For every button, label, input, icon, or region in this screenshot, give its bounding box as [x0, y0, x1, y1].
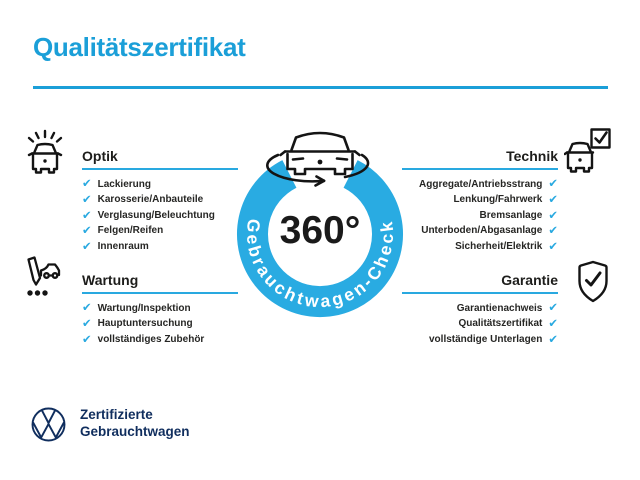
section-underline [82, 168, 238, 170]
footer-claim-line2: Gebrauchtwagen [80, 423, 190, 439]
checklist-item-label: Hauptuntersuchung [97, 318, 193, 330]
checklist-item-label: Aggregate/Antriebsstrang [419, 178, 543, 190]
shield-check-icon [574, 258, 612, 306]
section-title-optik: Optik [82, 148, 118, 164]
section-title-garantie: Garantie [501, 272, 558, 288]
section-underline [82, 292, 238, 294]
footer-claim-line1: Zertifizierte [80, 407, 153, 422]
checklist-item-label: Unterboden/Abgasanlage [421, 225, 543, 237]
check-icon: ✔ [82, 223, 92, 238]
checklist-item-label: Qualitätszertifikat [458, 318, 543, 330]
360-check-graphic [225, 118, 415, 330]
check-icon: ✔ [548, 192, 558, 207]
check-icon: ✔ [548, 331, 558, 346]
check-icon: ✔ [82, 176, 92, 191]
check-icon: ✔ [82, 331, 92, 346]
checklist-item [402, 332, 558, 348]
footer-claim [80, 407, 190, 440]
check-icon: ✔ [82, 238, 92, 253]
car-shine-icon [24, 128, 66, 176]
section-optik [82, 147, 238, 254]
check-icon: ✔ [548, 176, 558, 191]
checklist-item [82, 332, 238, 348]
check-icon: ✔ [82, 207, 92, 222]
checklist-item [402, 192, 558, 208]
section-title-technik: Technik [506, 148, 558, 164]
check-icon: ✔ [548, 207, 558, 222]
page-title: Qualitätszertifikat [33, 32, 246, 62]
checklist-item [82, 176, 238, 192]
checklist-item-label: vollständiges Zubehör [97, 333, 205, 345]
checklist-item-label: vollständige Unterlagen [429, 333, 543, 345]
section-underline [402, 168, 558, 170]
checklist-item [82, 192, 238, 208]
checklist-item [402, 208, 558, 224]
checklist-technik [402, 176, 558, 254]
checklist-optik [82, 176, 238, 254]
checklist-item [402, 316, 558, 332]
check-icon: ✔ [82, 192, 92, 207]
checklist-wartung [82, 300, 238, 347]
checklist-item-label: Verglasung/Beleuchtung [97, 209, 215, 221]
checklist-item [402, 239, 558, 255]
checklist-item-label: Bremsanlage [479, 209, 543, 221]
header-divider [33, 86, 608, 89]
section-underline [402, 292, 558, 294]
checklist-item-label: Garantienachweis [456, 302, 543, 314]
checklist-item-label: Sicherheit/Elektrik [455, 241, 543, 253]
car-checkbox-icon [564, 127, 612, 175]
section-garantie [402, 271, 558, 347]
section-wartung [82, 271, 238, 347]
checklist-item [402, 223, 558, 239]
checklist-item [82, 208, 238, 224]
checklist-item-label: Wartung/Inspektion [97, 302, 191, 314]
check-icon: ✔ [82, 316, 92, 331]
checklist-item-label: Felgen/Reifen [97, 225, 164, 237]
checklist-item [82, 316, 238, 332]
checklist-item-label: Innenraum [97, 241, 149, 253]
vw-logo [30, 406, 67, 443]
checklist-item [82, 239, 238, 255]
ring-curved-text: Gebrauchtwagen-Check [242, 217, 398, 312]
check-icon: ✔ [548, 223, 558, 238]
check-icon: ✔ [82, 300, 92, 315]
section-technik [402, 147, 558, 254]
checklist-item-label: Lackierung [97, 178, 151, 190]
checklist-garantie [402, 300, 558, 347]
checklist-item [402, 176, 558, 192]
check-icon: ✔ [548, 300, 558, 315]
service-checklist-icon [21, 254, 63, 302]
check-icon: ✔ [548, 238, 558, 253]
checklist-item-label: Lenkung/Fahrwerk [453, 194, 543, 206]
checklist-item-label: Karosserie/Anbauteile [97, 194, 204, 206]
section-title-wartung: Wartung [82, 272, 139, 288]
checklist-item [402, 300, 558, 316]
degree-label: 360° [279, 209, 361, 252]
checklist-item [82, 300, 238, 316]
check-icon: ✔ [548, 316, 558, 331]
checklist-item [82, 223, 238, 239]
